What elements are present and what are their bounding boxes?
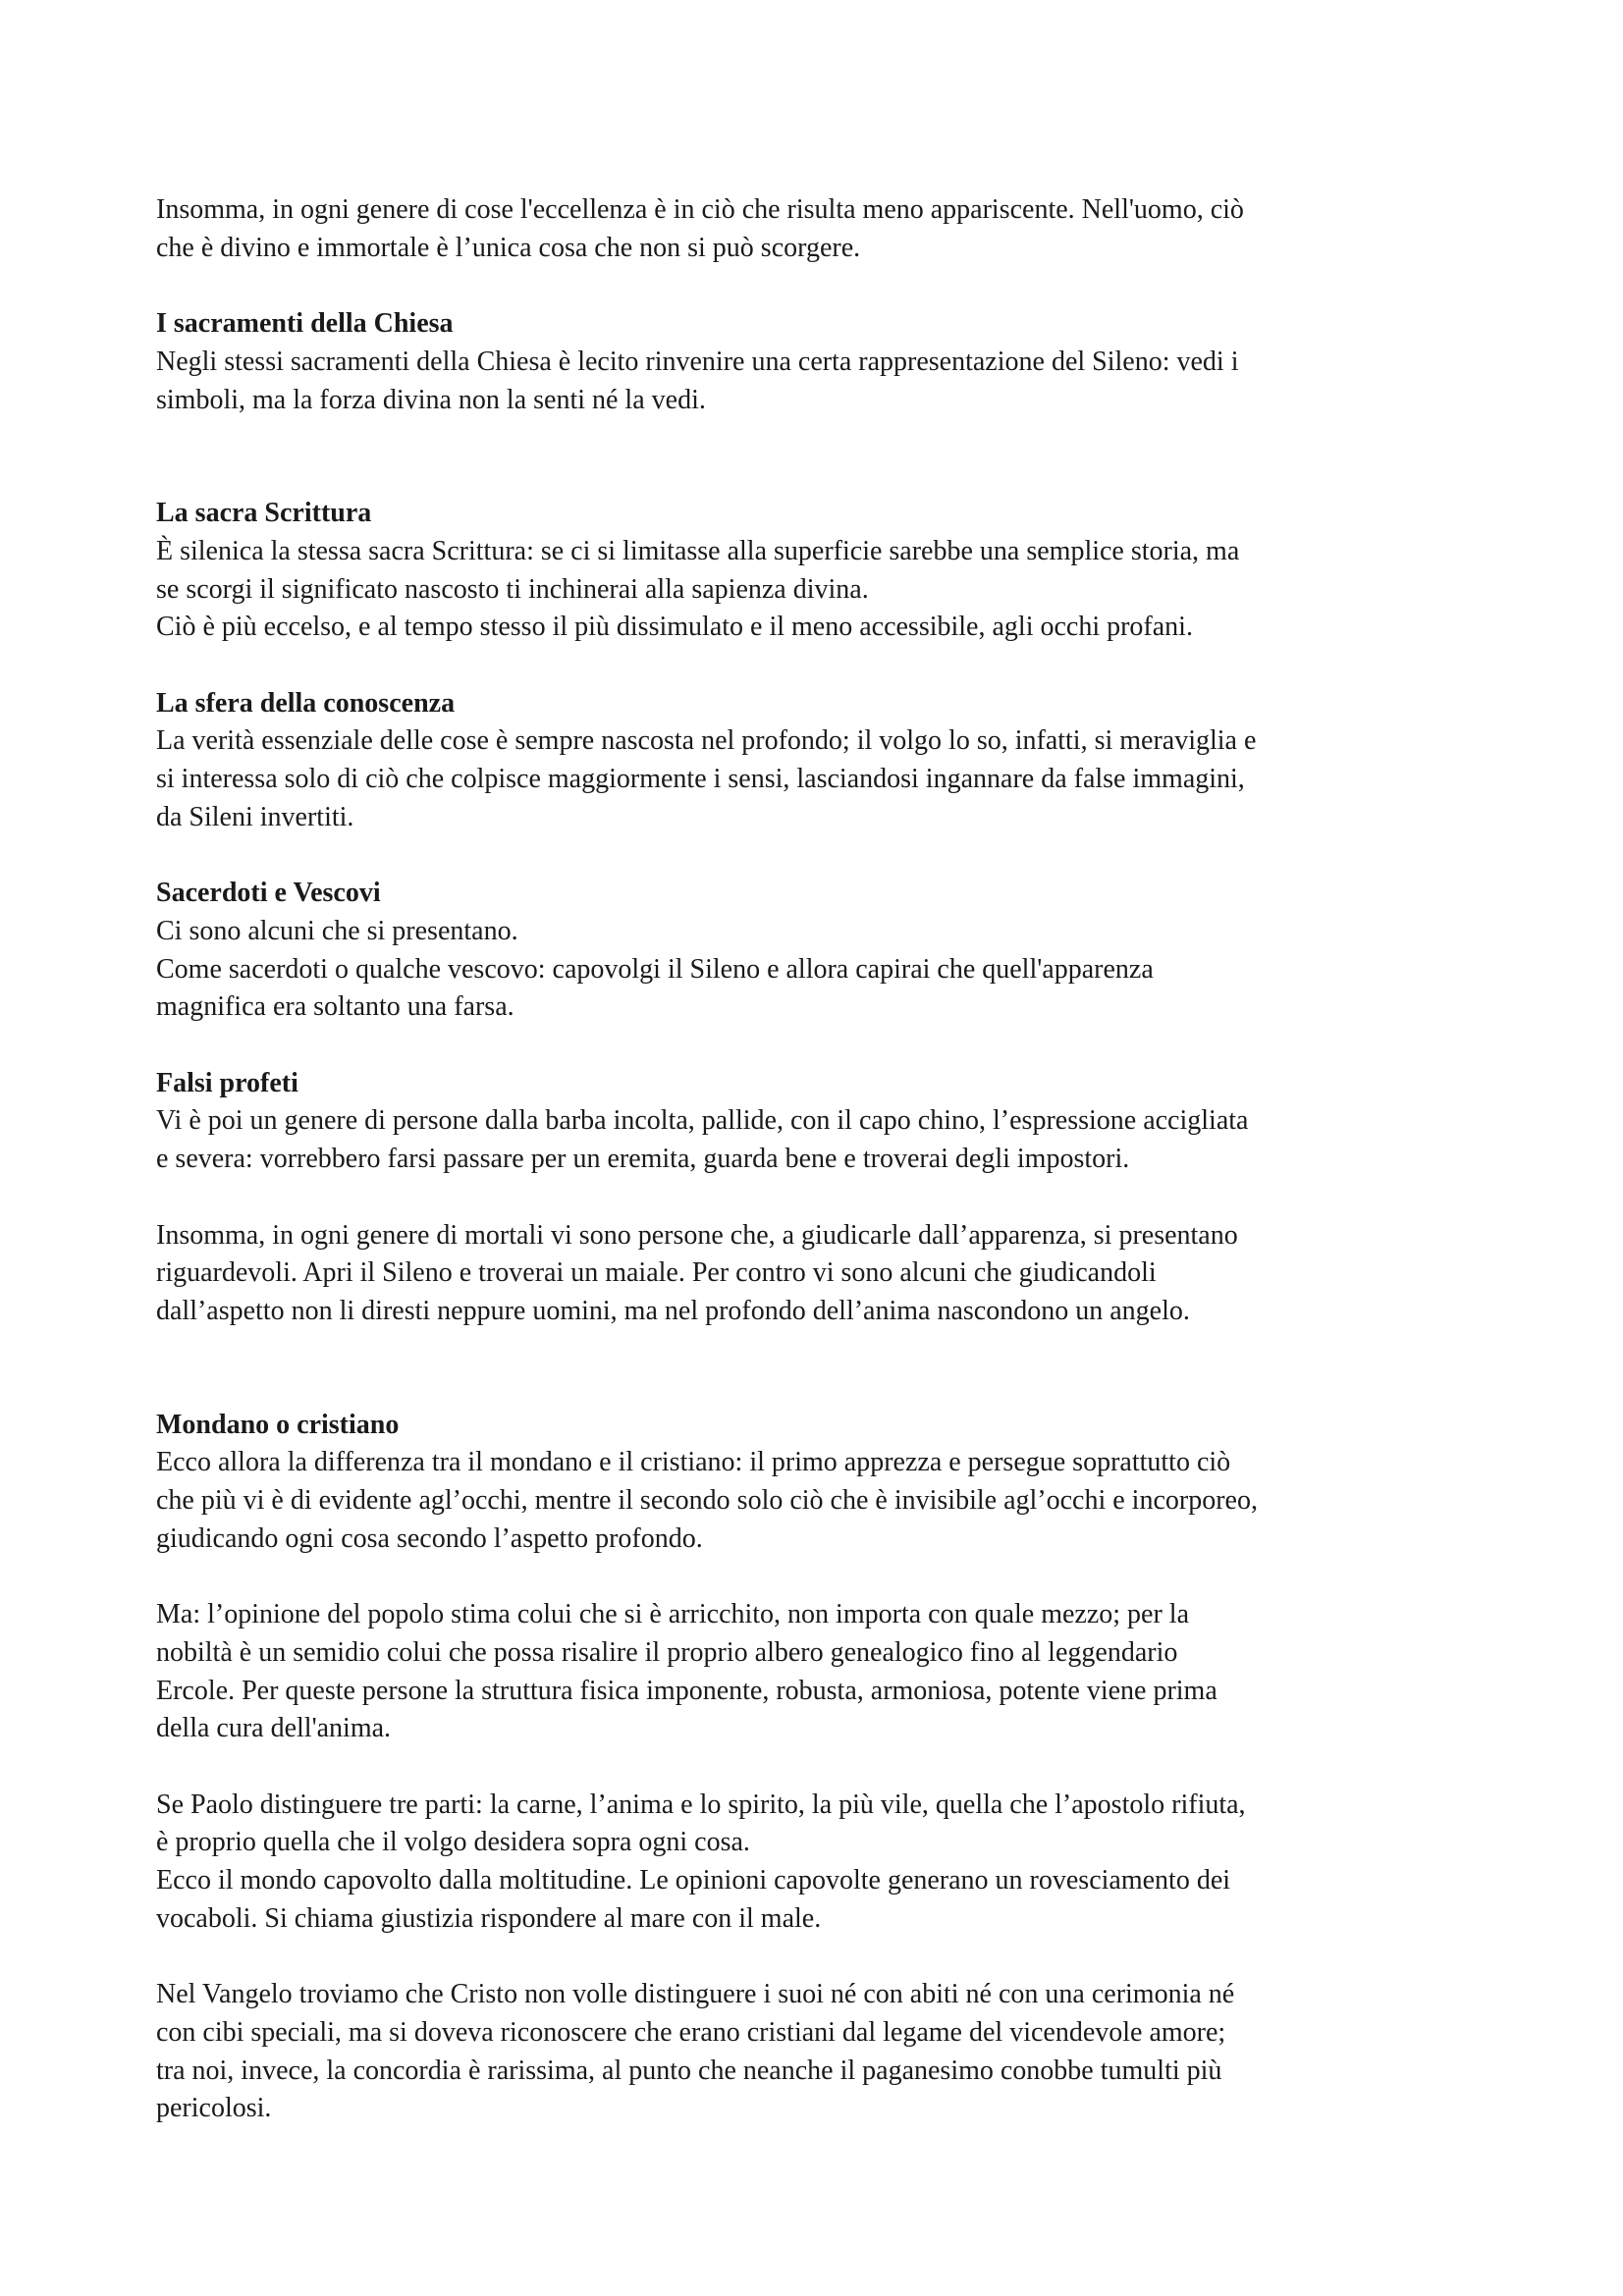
section-body-sacerdoti: Ci sono alcuni che si presentano. Come sacerdoti o qualche vescovo: capovolgi il Sileno e allora capirai che quell'apparenza magnifica era soltanto una farsa. (156, 915, 1154, 1023)
section-heading-scrittura: La sacra Scrittura (156, 498, 372, 529)
section-body-conoscenza: La verità essenziale delle cose è sempre nascosta nel profondo; il volgo lo so, infatti, si meraviglia e si interessa solo di ciò che colpisce maggiormente i sensi, lasciandosi ingannare da false immagini, da Sileni invertiti. (156, 725, 1257, 832)
section-heading-sacramenti: I sacramenti della Chiesa (156, 308, 454, 340)
spacer (156, 419, 1491, 495)
spacer (156, 1748, 1491, 1787)
section-heading-profeti: Falsi profeti (156, 1067, 298, 1098)
paolo-paragraph: Se Paolo distinguere tre parti: la carne, l’anima e lo spirito, la più vile, quella che l’apostolo rifiuta, è proprio quella che il volgo desidera sopra ogni cosa. Ecco il mondo capovolto dalla moltitudine. Le opinioni capovolte generano un rovesciamento dei vocaboli. Si chiama giustizia rispondere al mare con il male. (156, 1789, 1246, 1934)
spacer (156, 267, 1491, 305)
section-body-scrittura: È silenica la stessa sacra Scrittura: se ci si limitasse alla superficie sarebbe una semplice storia, ma se scorgi il significato nascosto ti inchinerai alla sapienza divina. Ciò è più eccelso, e al tempo stesso il più dissimulato e il meno accessibile, agli occhi profani. (156, 535, 1240, 643)
spacer (156, 837, 1491, 876)
section-heading-sacerdoti: Sacerdoti e Vescovi (156, 878, 381, 909)
document-body (156, 191, 1491, 2128)
spacer (156, 1558, 1491, 1596)
spacer (156, 1179, 1491, 1217)
vangelo-paragraph: Nel Vangelo troviamo che Cristo non volle distinguere i suoi né con abiti né con una cerimonia né con cibi speciali, ma si doveva riconoscere che erano cristiani dal legame del vicendevole amore; tra noi, invece, la concordia è rarissima, al punto che neanche il paganesimo conobbe tumulti più pericolosi. (156, 1979, 1235, 2124)
section-body-profeti: Vi è poi un genere di persone dalla barba incolta, pallide, con il capo chino, l’espressione accigliata e severa: vorrebbero farsi passare per un eremita, guarda bene e troverai degli impostori. (156, 1105, 1249, 1175)
section-heading-mondano: Mondano o cristiano (156, 1409, 400, 1440)
section-heading-conoscenza: La sfera della conoscenza (156, 687, 456, 719)
spacer (156, 1938, 1491, 1976)
spacer (156, 647, 1491, 685)
spacer (156, 1027, 1491, 1065)
spacer (156, 1331, 1491, 1407)
intro-paragraph: Insomma, in ogni genere di cose l'eccellenza è in ciò che risulta meno appariscente. Nell'uomo, ciò che è divino e immortale è l’unica cosa che non si può scorgere. (156, 194, 1244, 263)
section-body-mondano: Ecco allora la differenza tra il mondano e il cristiano: il primo apprezza e persegue soprattutto ciò che più vi è di evidente agl’occhi, mentre il secondo solo ciò che è invisibile agl’occhi e incorporeo, giudicando ogni cosa secondo l’aspetto profondo. (156, 1447, 1258, 1554)
opinione-paragraph: Ma: l’opinione del popolo stima colui che si è arricchito, non importa con quale mezzo; per la nobiltà è un semidio colui che possa risalire il proprio albero genealogico fino al leggendario Ercole. Per queste persone la struttura fisica imponente, robusta, armoniosa, potente viene prima della cura dell'anima. (156, 1599, 1217, 1744)
section-body-sacramenti: Negli stessi sacramenti della Chiesa è lecito rinvenire una certa rappresentazione del Sileno: vedi i simboli, ma la forza divina non la senti né la vedi. (156, 346, 1239, 415)
mortali-paragraph: Insomma, in ogni genere di mortali vi sono persone che, a giudicarle dall’apparenza, si presentano riguardevoli. Apri il Sileno e troverai un maiale. Per contro vi sono alcuni che giudicandoli dall’aspetto non li diresti neppure uomini, ma nel profondo dell’anima nascondono un angelo. (156, 1219, 1238, 1326)
